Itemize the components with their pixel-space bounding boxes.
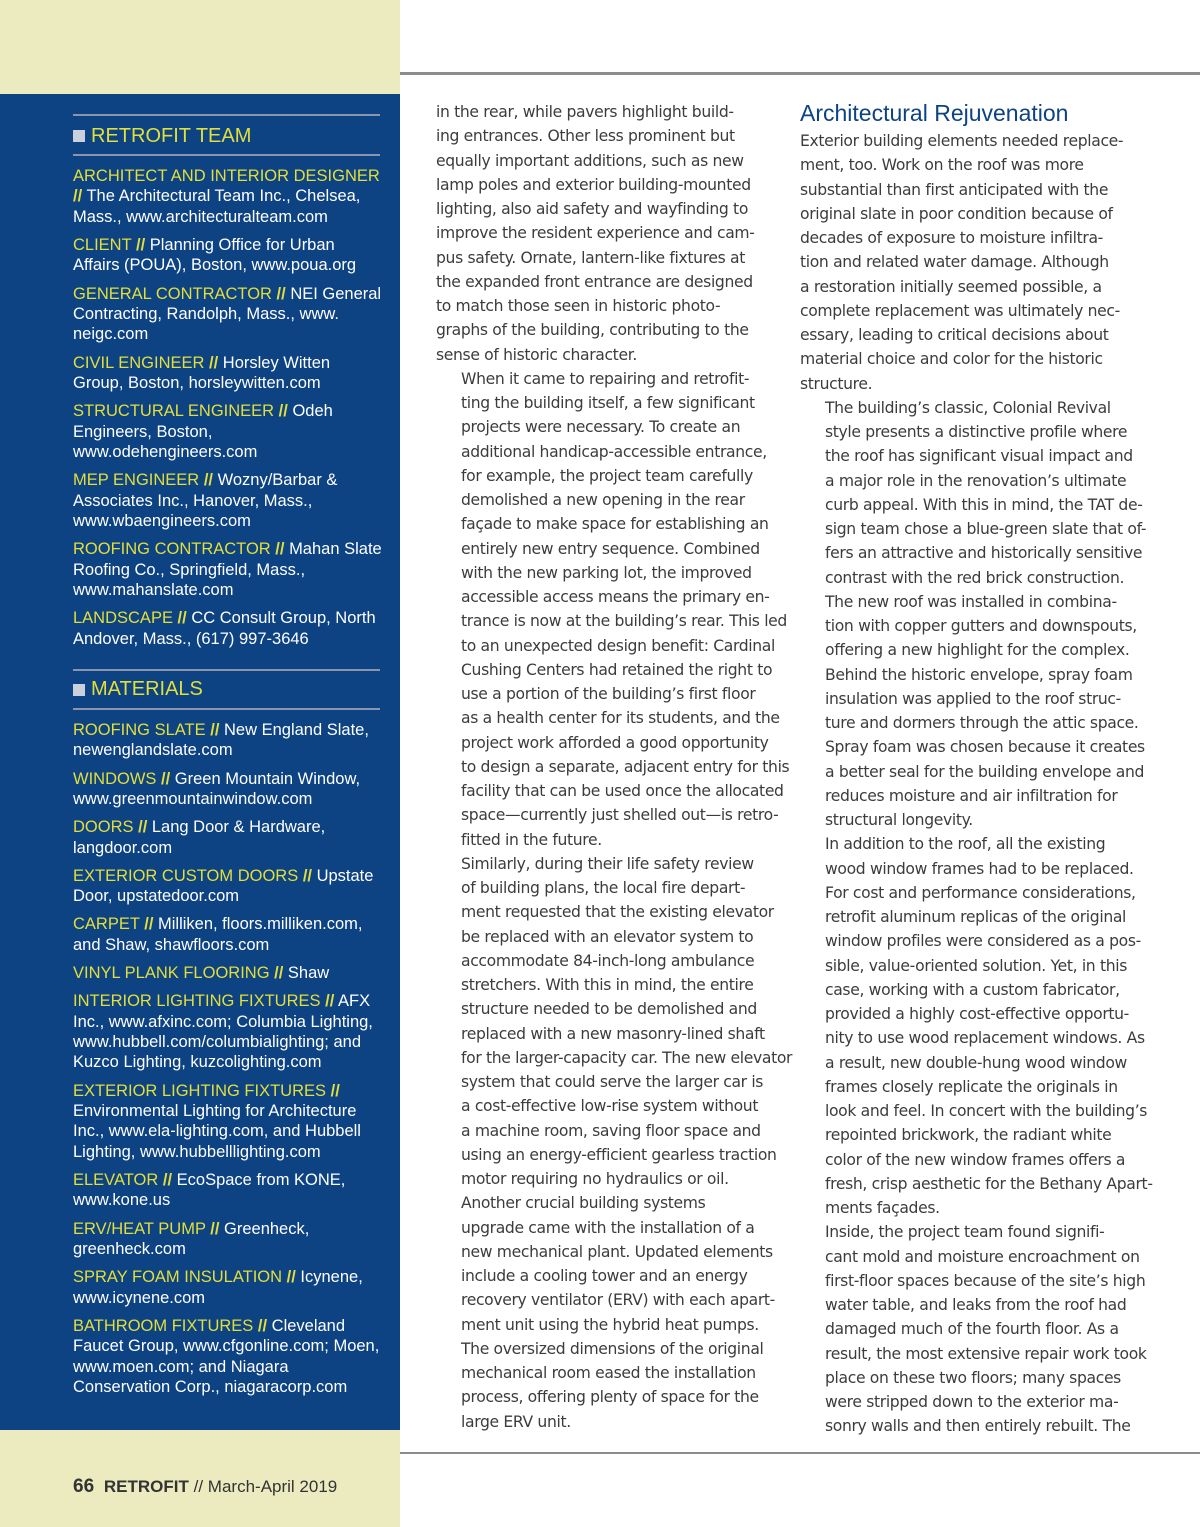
credit-role: ERV/HEAT PUMP [73, 1219, 206, 1238]
credit-text: New England Slate, newenglandslate.com [73, 720, 369, 760]
credit-text: Greenheck, greenheck.com [73, 1219, 310, 1259]
issue-date: March-April 2019 [207, 1477, 338, 1496]
section-title: Architectural Rejuvenation [800, 100, 1069, 126]
text-line: The new roof was installed in combina- [825, 592, 1117, 611]
text-line: structure needed to be demolished and [461, 1000, 757, 1019]
text-line: a major role in the renovation’s ultimate [825, 471, 1127, 490]
credit-separator: // [161, 769, 171, 788]
text-line: ments façades. [825, 1199, 940, 1217]
text-line: using an energy-efficient gearless traction [461, 1145, 777, 1164]
text-line: style presents a distinctive profile where [825, 423, 1128, 441]
text-line: mechanical room eased the installation [461, 1364, 756, 1382]
text-line: sense of historic character. [436, 345, 637, 364]
text-line: complete replacement was ultimately nec- [800, 301, 1120, 320]
text-line: for the larger-capacity car. The new elevator [461, 1048, 793, 1067]
text-line: a cost-effective low-rise system without [461, 1097, 759, 1116]
text-line: façade to make space for establishing an [461, 515, 769, 534]
credit-separator: // [325, 992, 335, 1011]
text-line: Cushing Centers had retained the right to [461, 660, 773, 679]
credit-entry [73, 963, 383, 983]
body-paragraph [436, 367, 790, 852]
credit-text: The Architectural Team Inc., Chelsea, Mass., www.architecturalteam.com [73, 187, 361, 226]
text-line: upgrade came with the installation of a [461, 1218, 755, 1237]
text-line: provided a highly cost-effective opportu- [825, 1005, 1129, 1023]
text-line: contrast with the red brick construction. [825, 568, 1125, 587]
text-line: be replaced with an elevator system to [461, 927, 754, 946]
text-line: lighting, also aid safety and wayfinding to [436, 200, 749, 218]
text-line: to an unexpected design benefit: Cardinal [461, 636, 775, 655]
text-line: a restoration initially seemed possible, a [800, 277, 1102, 296]
text-line: trance is now at the building’s rear. This led [461, 612, 787, 631]
text-line: demolished a new opening in the rear [461, 491, 745, 509]
credit-entry [73, 1219, 383, 1260]
text-line: insulation was applied to the roof struc- [825, 689, 1121, 708]
credit-entry [73, 235, 383, 276]
credit-role: INTERIOR LIGHTING FIXTURES [73, 992, 321, 1011]
credit-entry [73, 817, 383, 858]
body-paragraph [800, 832, 1153, 1220]
text-line: tion with copper gutters and downspouts, [825, 617, 1137, 635]
text-line: original slate in poor condition because of [800, 204, 1113, 223]
text-line: result, the most extensive repair work took [825, 1344, 1147, 1363]
text-line: When it came to repairing and retrofit- [461, 369, 750, 388]
credit-entry [73, 1267, 383, 1308]
text-line: window profiles were considered as a pos- [825, 932, 1141, 951]
credit-separator: // [138, 818, 148, 837]
credit-entry [73, 720, 383, 761]
sidebar-divider [73, 154, 380, 156]
text-line: ment, too. Work on the roof was more [800, 156, 1084, 175]
text-line: replaced with a new masonry-lined shaft [461, 1024, 765, 1043]
credit-text: Mahan Slate Roofing Co., Springfield, Mass., www.mahanslate.com [73, 540, 382, 600]
credit-role: CIVIL ENGINEER [73, 353, 205, 372]
credits-sidebar [0, 94, 400, 1430]
text-line: include a cooling tower and an energy [461, 1267, 748, 1285]
credit-text: Cleveland Faucet Group, www.cfgonline.com; Moen, www.moen.com; and Niagara Conservation Corp., niagaracorp.com [73, 1316, 380, 1397]
credit-entry [73, 401, 383, 462]
credit-text: Upstate Door, upstatedoor.com [73, 866, 374, 906]
right-column [800, 100, 1153, 1439]
text-line: additional handicap-accessible entrance, [461, 442, 767, 461]
credit-text: Odeh Engineers, Boston, www.odehengineers.com [73, 402, 333, 462]
credit-separator: // [274, 963, 284, 982]
text-line: large ERV unit. [461, 1412, 571, 1431]
text-line: new mechanical plant. Updated elements [461, 1242, 773, 1261]
credit-role: WINDOWS [73, 769, 157, 788]
text-line: fitted in the future. [461, 830, 602, 849]
text-line: projects were necessary. To create an [461, 418, 741, 437]
text-line: facility that can be used once the allocated [461, 782, 784, 800]
text-line: The building’s classic, Colonial Revival [825, 398, 1111, 417]
body-paragraph [436, 1191, 775, 1434]
text-line: accommodate 84-inch-long ambulance [461, 951, 755, 970]
heading-square-icon [73, 684, 85, 696]
text-line: project work afforded a good opportunity [461, 733, 769, 752]
text-line: water table, and leaks from the roof had [825, 1296, 1127, 1314]
credit-text: NEI General Contracting, Randolph, Mass., www. neigc.com [73, 284, 382, 344]
text-line: sign team chose a blue-green slate that of- [825, 520, 1147, 538]
text-line: wood window frames had to be replaced. [825, 859, 1134, 878]
text-line: in the rear, while pavers highlight build- [436, 103, 734, 121]
credit-role: MEP ENGINEER [73, 471, 200, 490]
team-list [73, 166, 380, 649]
text-line: The oversized dimensions of the original [461, 1339, 764, 1358]
credit-separator: // [210, 1219, 220, 1238]
credit-role: EXTERIOR LIGHTING FIXTURES [73, 1081, 327, 1100]
credit-separator: // [203, 471, 213, 490]
sidebar-divider [73, 114, 380, 116]
text-line: offering a new highlight for the complex. [825, 641, 1130, 660]
text-line: structural longevity. [825, 811, 973, 829]
credit-role: ELEVATOR [73, 1171, 159, 1189]
text-line: improve the resident experience and cam- [436, 224, 755, 243]
credit-entry [73, 166, 383, 227]
body-paragraph [800, 396, 1147, 833]
text-line: of building plans, the local fire depart- [461, 879, 746, 897]
sidebar-divider [73, 708, 380, 710]
text-line: a result, new double-hung wood window [825, 1053, 1127, 1072]
credit-text: Horsley Witten Group, Boston, horsleywitten.com [73, 353, 331, 393]
credit-text: Planning Office for Urban Affairs (POUA), Boston, www.poua.org [73, 236, 357, 275]
text-line: Exterior building elements needed replace- [800, 132, 1124, 150]
credit-separator: // [276, 284, 286, 303]
credit-entry [73, 866, 383, 907]
credit-role: EXTERIOR CUSTOM DOORS [73, 866, 299, 885]
credit-entry [73, 539, 383, 600]
credit-role: ROOFING CONTRACTOR [73, 540, 271, 559]
text-line: fers an attractive and historically sensitive [825, 544, 1143, 563]
text-line: process, offering plenty of space for the [461, 1388, 759, 1407]
credit-role: LANDSCAPE [73, 609, 173, 628]
text-line: frames closely replicate the originals in [825, 1077, 1118, 1096]
text-line: substantial than first anticipated with the [800, 180, 1109, 199]
text-line: with the new parking lot, the improved [461, 563, 752, 582]
credit-role: CARPET [73, 915, 140, 934]
text-line: Spray foam was chosen because it creates [825, 738, 1145, 757]
text-line: as a health center for its students, and the [461, 709, 780, 728]
heading-square-icon [73, 130, 85, 142]
credit-entry [73, 914, 383, 955]
credit-role: ARCHITECT AND INTERIOR DESIGNER [73, 167, 380, 185]
text-line: case, working with a custom fabricator, [825, 980, 1120, 999]
text-line: recovery ventilator (ERV) with each apart- [461, 1291, 775, 1310]
text-line: a machine room, saving floor space and [461, 1121, 761, 1140]
credit-entry [73, 1316, 383, 1398]
text-line: In addition to the roof, all the existing [825, 835, 1106, 854]
text-line: the expanded front entrance are designed [436, 272, 753, 291]
credit-entry [73, 470, 383, 531]
text-line: Similarly, during their life safety review [461, 854, 754, 873]
text-line: the roof has significant visual impact and [825, 447, 1133, 466]
text-line: cant mold and moisture encroachment on [825, 1247, 1140, 1266]
credit-role: ROOFING SLATE [73, 720, 206, 739]
text-line: essary, leading to critical decisions about [800, 326, 1109, 344]
footer-separator: // [193, 1477, 204, 1496]
bottom-rule [400, 1452, 1200, 1454]
credit-text: Wozny/Barbar & Associates Inc., Hanover, Mass., www.wbaengineers.com [73, 471, 338, 531]
credit-separator: // [302, 866, 312, 885]
text-line: damaged much of the fourth floor. As a [825, 1320, 1119, 1339]
credit-separator: // [73, 187, 83, 206]
credit-role: GENERAL CONTRACTOR [73, 284, 272, 303]
credit-entry [73, 1081, 383, 1163]
text-line: ment requested that the existing elevator [461, 903, 774, 922]
credit-text: Lang Door & Hardware, langdoor.com [73, 818, 326, 857]
credit-role: SPRAY FOAM INSULATION [73, 1268, 283, 1287]
text-line: curb appeal. With this in mind, the TAT de- [825, 495, 1143, 514]
body-paragraph [800, 1220, 1147, 1438]
text-line: a better seal for the building envelope and [825, 762, 1145, 781]
credit-separator: // [275, 540, 285, 559]
credit-role: STRUCTURAL ENGINEER [73, 402, 275, 421]
text-line: ment unit using the hybrid heat pumps. [461, 1315, 759, 1334]
credit-text: AFX Inc., www.afxinc.com; Columbia Lighting, www.hubbell.com/columbialighting; and Kuzco Lighting, kuzcolighting.com [73, 992, 373, 1072]
text-line: For cost and performance considerations, [825, 883, 1136, 902]
text-line: nity to use wood replacement windows. As [825, 1029, 1145, 1048]
credit-role: CLIENT [73, 236, 132, 255]
text-line: were stripped down to the exterior ma- [825, 1393, 1119, 1411]
text-line: look and feel. In concert with the building’s [825, 1102, 1148, 1120]
text-line: system that could serve the larger car is [461, 1073, 764, 1091]
credit-separator: // [210, 720, 220, 739]
text-line: place on these two floors; many spaces [825, 1368, 1121, 1387]
middle-column [436, 100, 793, 1434]
credit-text: Milliken, floors.milliken.com, and Shaw, shawfloors.com [73, 915, 363, 954]
credit-entry [73, 284, 383, 345]
text-line: equally important additions, such as new [436, 151, 744, 170]
credit-separator: // [278, 402, 288, 421]
credit-text: Icynene, www.icynene.com [73, 1268, 363, 1307]
credit-separator: // [177, 609, 187, 628]
text-line: color of the new window frames offers a [825, 1150, 1126, 1169]
text-line: Inside, the project team found signifi- [825, 1223, 1105, 1242]
credit-separator: // [330, 1081, 340, 1100]
top-rule [400, 72, 1200, 75]
credit-entry [73, 353, 383, 394]
credit-role: DOORS [73, 818, 134, 837]
team-heading: RETROFIT TEAM [73, 123, 380, 149]
text-line: fresh, crisp aesthetic for the Bethany Apart- [825, 1174, 1153, 1193]
credit-separator: // [209, 353, 219, 372]
body-paragraph [436, 100, 766, 367]
text-line: pus safety. Ornate, lantern-like fixtures at [436, 248, 746, 267]
credit-text: Environmental Lighting for Architecture Inc., www.ela-lighting.com, and Hubbell Lighting, www.hubbelllighting.com [73, 1101, 361, 1161]
text-line: tion and related water damage. Although [800, 253, 1109, 272]
text-line: for example, the project team carefully [461, 466, 753, 485]
sidebar-divider [73, 669, 380, 671]
text-line: material choice and color for the historic [800, 350, 1103, 369]
credit-text: Green Mountain Window, www.greenmountainwindow.com [73, 769, 361, 808]
credit-separator: // [162, 1171, 173, 1189]
text-line: entirely new entry sequence. Combined [461, 539, 760, 558]
text-line: ting the building itself, a few significant [461, 394, 755, 412]
text-line: use a portion of the building’s first floor [461, 685, 756, 703]
text-line: sonry walls and then entirely rebuilt. The [825, 1417, 1131, 1436]
credit-separator: // [144, 915, 154, 934]
text-line: accessible access means the primary en- [461, 588, 770, 606]
credit-text: EcoSpace from KONE, www.kone.us [73, 1171, 346, 1210]
text-line: graphs of the building, contributing to the [436, 321, 749, 340]
credit-entry [73, 769, 383, 810]
materials-list [73, 720, 380, 1398]
page-number: 66 [73, 1476, 95, 1497]
text-line: stretchers. With this in mind, the entire [461, 976, 754, 994]
credit-text: CC Consult Group, North Andover, Mass., (617) 997-3646 [73, 609, 376, 648]
text-line: Another crucial building systems [461, 1194, 706, 1213]
text-line: first-floor spaces because of the site’s high [825, 1271, 1146, 1290]
materials-heading: MATERIALS [73, 677, 380, 703]
text-line: sible, value-oriented solution. Yet, in this [825, 956, 1127, 975]
credit-entry [73, 608, 383, 649]
text-line: to match those seen in historic photo- [436, 297, 721, 315]
credit-role: VINYL PLANK FLOORING [73, 963, 270, 982]
body-paragraph [436, 852, 793, 1192]
credit-entry [73, 1170, 383, 1211]
text-line: ing entrances. Other less prominent but [436, 127, 735, 146]
text-line: ture and dormers through the attic space. [825, 714, 1139, 732]
text-line: to design a separate, adjacent entry for this [461, 757, 790, 776]
magazine-name: RETROFIT [103, 1477, 189, 1496]
page-footer [73, 1476, 337, 1498]
body-paragraph [800, 129, 1130, 396]
text-line: Behind the historic envelope, spray foam [825, 665, 1133, 684]
text-line: space—currently just shelled out—is retro- [461, 806, 779, 825]
credit-entry [73, 991, 383, 1073]
text-line: reduces moisture and air infiltration for [825, 786, 1118, 805]
credit-separator: // [286, 1268, 296, 1287]
credit-separator: // [257, 1316, 268, 1335]
text-line: retrofit aluminum replicas of the original [825, 908, 1127, 926]
text-line: repointed brickwork, the radiant white [825, 1126, 1112, 1145]
text-line: structure. [800, 374, 873, 393]
credit-separator: // [135, 236, 146, 255]
text-line: lamp poles and exterior building-mounted [436, 175, 751, 194]
credit-text: Shaw [287, 963, 330, 982]
text-line: motor requiring no hydraulics or oil. [461, 1170, 729, 1188]
text-line: decades of exposure to moisture infiltra- [800, 229, 1103, 247]
credit-role: BATHROOM FIXTURES [73, 1316, 254, 1335]
